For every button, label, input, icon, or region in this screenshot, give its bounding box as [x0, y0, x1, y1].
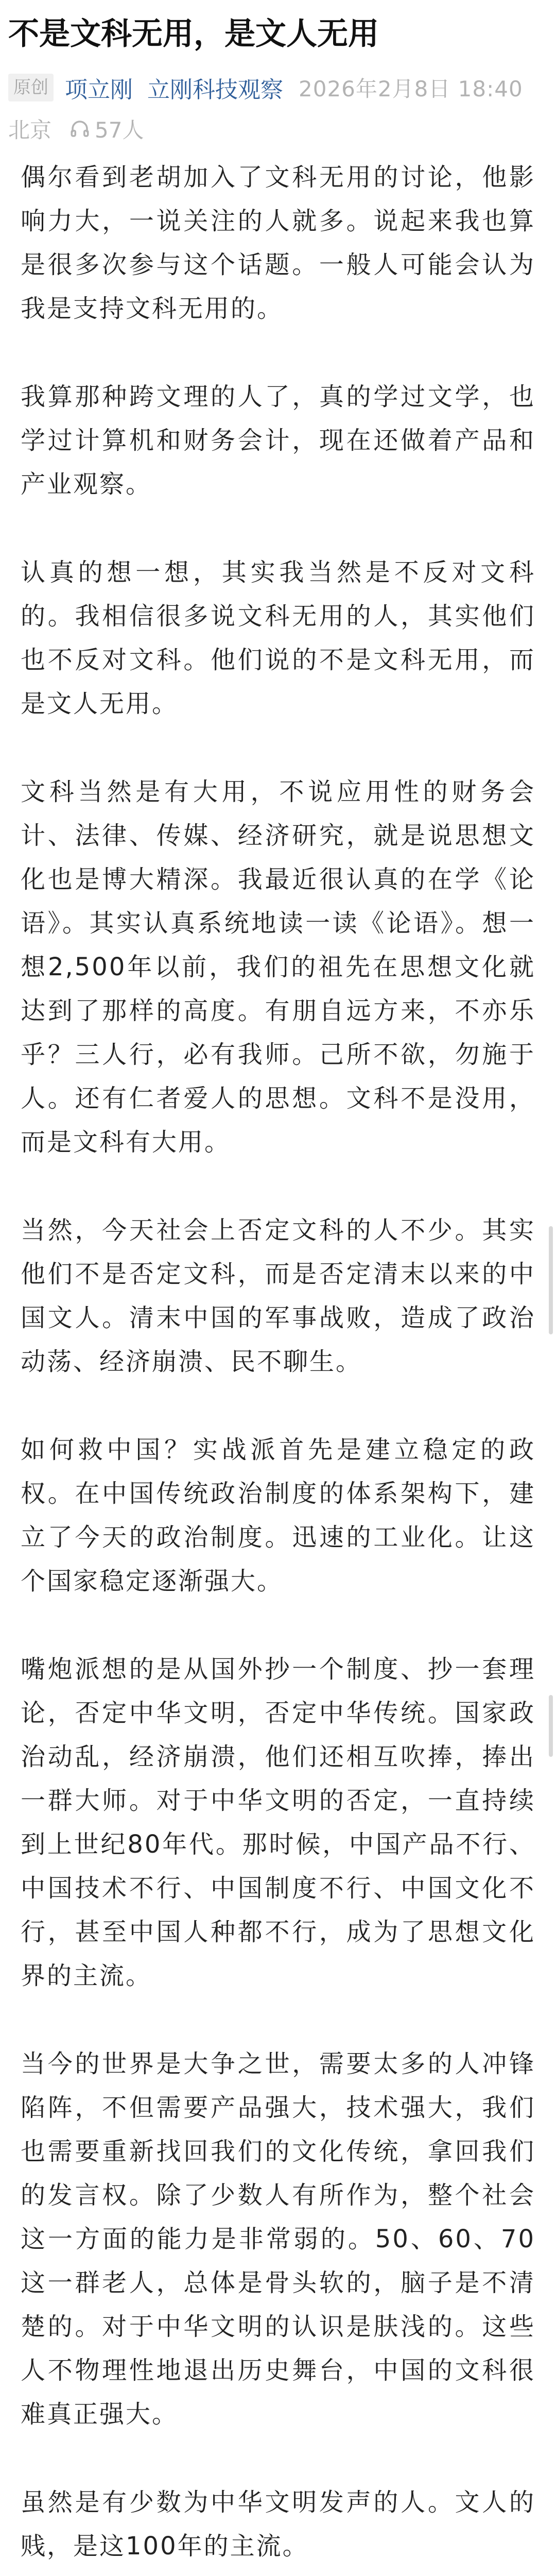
author-link[interactable]: 项立刚 [65, 77, 133, 103]
location: 北京 [8, 117, 52, 143]
paragraph: 文科当然是有大用，不说应用性的财务会计、法律、传媒、经济研究，就是说思想文化也是博大精深。我最近很认真的在学《论语》。其实认真系统地读一读《论语》。想一想2,500年以前，我们的祖先在思想文化就达到了那样的高度。有朋自远方来，不亦乐乎？三人行，必有我师。己所不欲，勿施于人。还有仁者爱人的思想。文科不是没用，而是文科有大用。 [21, 777, 535, 1157]
meta-row [8, 72, 523, 103]
headphones-icon [69, 118, 91, 140]
publish-date: 2026年2月8日 18:40 [299, 76, 523, 101]
scrollbar-thumb-secondary[interactable] [549, 1695, 553, 1757]
paragraph: 虽然是有少数为中华文明发声的人。文人的贱，是这100年的主流。 [21, 2488, 535, 2561]
paragraph: 当今的世界是大争之世，需要太多的人冲锋陷阵，不但需要产品强大，技术强大，我们也需要重新找回我们的文化传统，拿回我们的发言权。除了少数人有所作为，整个社会这一方面的能力是非常弱的。50、60、70这一群老人，总体是骨头软的，脑子是不清楚的。对于中华文明的认识是肤浅的。这些人不物理性地退出历史舞台，中国的文科很难真正强大。 [21, 2049, 535, 2429]
paragraph: 我算那种跨文理的人了，真的学过文学，也学过计算机和财务会计，现在还做着产品和产业观察。 [21, 382, 535, 499]
listen-count: 57人 [95, 117, 144, 143]
article-title: 不是文科无用，是文人无用 [8, 16, 379, 52]
paragraph: 当然，今天社会上否定文科的人不少。其实他们不是否定文科，而是否定清末以来的中国文人。清末中国的军事战败，造成了政治动荡、经济崩溃、民不聊生。 [21, 1216, 535, 1376]
source-link[interactable]: 立刚科技观察 [147, 77, 283, 103]
paragraph: 如何救中国？实战派首先是建立稳定的政权。在中国传统政治制度的体系架构下，建立了今天的政治制度。迅速的工业化。让这个国家稳定逐渐强大。 [21, 1435, 535, 1596]
original-badge: 原创 [8, 74, 54, 101]
paragraph: 认真的想一想，其实我当然是不反对文科的。我相信很多说文科无用的人，其实他们也不反对文科。他们说的不是文科无用，而是文人无用。 [21, 558, 535, 718]
listen-button[interactable] [69, 113, 144, 144]
scrollbar-thumb[interactable] [549, 1226, 553, 1334]
paragraph: 嘴炮派想的是从国外抄一个制度、抄一套理论，否定中华文明，否定中华传统。国家政治动乱，经济崩溃，他们还相互吹捧，捧出一群大师。对于中华文明的否定，一直持续到上世纪80年代。那时候，中国产品不行、中国技术不行、中国制度不行、中国文化不行，甚至中国人种都不行，成为了思想文化界的主流。 [21, 1655, 535, 1990]
paragraph: 偶尔看到老胡加入了文科无用的讨论，他影响力大，一说关注的人就多。说起来我也算是很多次参与这个话题。一般人可能会认为我是支持文科无用的。 [21, 163, 535, 323]
article-body [21, 156, 535, 2576]
meta-row-2 [8, 113, 144, 144]
